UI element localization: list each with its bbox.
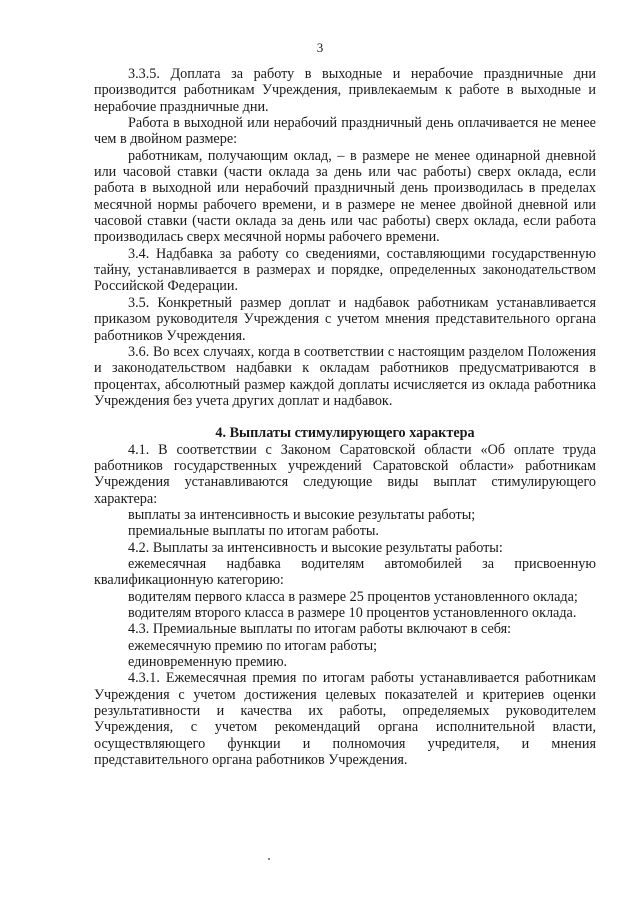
paragraph-weekend-pay: Работа в выходной или нерабочий праздничный день оплачивается не менее чем в двойном размере:: [94, 115, 596, 148]
paragraph-salaried-workers: работникам, получающим оклад, – в размере не менее одинарной дневной или часовой ставки (части оклада за день или час работы) сверх оклада, если работа в выходной или нерабочий праздничный день производилась в пределах месячной нормы рабочего времени, и в размере не менее двойной дневной или часовой ставки (части оклада за день или час работы) сверх оклада, если работа производилась сверх месячной нормы рабочего времени.: [94, 147, 596, 246]
document-body: [94, 66, 596, 768]
paragraph-4-3: 4.3. Премиальные выплаты по итогам работы включают в себя:: [128, 621, 512, 638]
paragraph-4-2: 4.2. Выплаты за интенсивность и высокие результаты работы:: [128, 539, 503, 556]
paragraph-4-3-1: 4.3.1. Ежемесячная премия по итогам работы устанавливается работникам Учреждения с учетом достижения целевых показателей и критериев оценки результативности и качества их работы, определяемых руководителем Учреждения, с учетом рекомендаций органа исполнительной власти, осуществляющего функции и полномочия учредителя, и мнения представительного органа работников Учреждения.: [94, 670, 596, 769]
section-heading: 4. Выплаты стимулирующего характера: [215, 425, 475, 442]
scan-dot: [268, 858, 270, 860]
paragraph-3-3-5: 3.3.5. Доплата за работу в выходные и нерабочие праздничные дни производится работникам Учреждения, привлекаемым к работе в выходные и нерабочие праздничные дни.: [94, 66, 596, 115]
list-item-intensity: выплаты за интенсивность и высокие результаты работы;: [128, 506, 476, 523]
paragraph-4-1: 4.1. В соответствии с Законом Саратовской области «Об оплате труда работников государственных учреждений Саратовской области» работникам Учреждения устанавливаются следующие виды выплат стимулирующего характера:: [94, 441, 596, 507]
paragraph-second-class: водителям второго класса в размере 10 процентов установленного оклада.: [128, 605, 577, 621]
page-number: 3: [316, 40, 324, 55]
paragraph-3-6: 3.6. Во всех случаях, когда в соответствии с настоящим разделом Положения и законодательством надбавки к окладам работников предусматриваются в процентах, абсолютный размер каждой доплаты исчисляется из оклада работника Учреждения без учета других доплат и надбавок.: [94, 343, 596, 409]
paragraph-first-class: водителям первого класса в размере 25 процентов установленного оклада;: [128, 588, 578, 605]
paragraph-driver-allowance: ежемесячная надбавка водителям автомобилей за присвоенную квалификационную категорию:: [94, 555, 596, 589]
list-item-bonus: премиальные выплаты по итогам работы.: [128, 523, 379, 540]
paragraph-3-4: 3.4. Надбавка за работу со сведениями, составляющими государственную тайну, устанавливается в размерах и порядке, определенных законодательством Российской Федерации.: [94, 245, 596, 295]
list-item-monthly-bonus: ежемесячную премию по итогам работы;: [128, 637, 378, 654]
paragraph-3-5: 3.5. Конкретный размер доплат и надбавок работникам устанавливается приказом руководителя Учреждения с учетом мнения представительного органа работников Учреждения.: [94, 294, 596, 344]
list-item-one-time-bonus: единовременную премию.: [128, 654, 288, 671]
